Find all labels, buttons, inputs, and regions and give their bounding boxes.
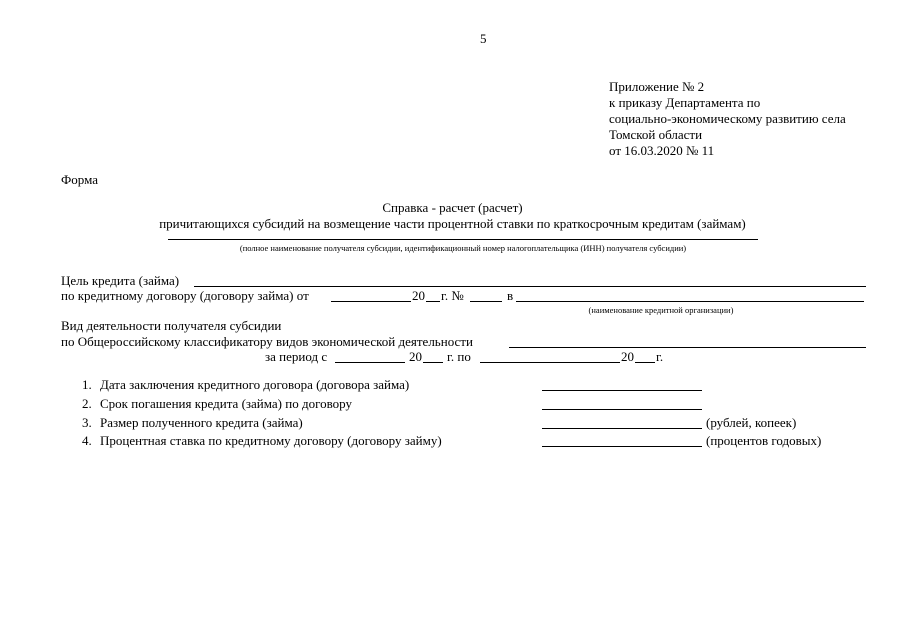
contract-year-prefix: 20	[412, 288, 425, 303]
appendix-line-5: от 16.03.2020 № 11	[609, 143, 715, 158]
item-3-unit: (рублей, копеек)	[706, 415, 797, 430]
item-1-num: 1.	[82, 377, 92, 392]
contract-number-line[interactable]	[470, 301, 502, 302]
item-2-text: Срок погашения кредита (займа) по договору	[100, 396, 352, 411]
period-mid-label: г. по	[447, 349, 471, 364]
contract-number-label: г. №	[441, 288, 464, 303]
period-label: за период с	[265, 349, 328, 364]
period-end-label: г.	[656, 349, 664, 364]
title-line-1: Справка - расчет (расчет)	[382, 200, 523, 215]
activity-line-1: Вид деятельности получателя субсидии	[61, 318, 282, 333]
appendix-line-3: социально-экономическому развитию села	[609, 111, 846, 126]
item-2-num: 2.	[82, 396, 92, 411]
title-line-2: причитающихся субсидий на возмещение части процентной ставки по краткосрочным кредитам (займам)	[159, 216, 746, 231]
item-3-num: 3.	[82, 415, 92, 430]
period-end-line[interactable]	[480, 362, 620, 363]
period-start-line[interactable]	[335, 362, 405, 363]
appendix-line-4: Томской области	[609, 127, 703, 142]
bank-caption: (наименование кредитной организации)	[588, 305, 734, 315]
item-4-num: 4.	[82, 433, 92, 448]
item-1-text: Дата заключения кредитного договора (договора займа)	[100, 377, 410, 392]
item-3-text: Размер полученного кредита (займа)	[100, 415, 303, 430]
appendix-line-2: к приказу Департамента по	[609, 95, 761, 110]
period-year1-prefix: 20	[409, 349, 422, 364]
credit-purpose-label: Цель кредита (займа)	[61, 273, 180, 288]
page-number: 5	[480, 31, 487, 46]
bank-in-label: в	[507, 288, 514, 303]
form-label: Форма	[61, 172, 98, 187]
recipient-caption: (полное наименование получателя субсидии, идентификационный номер налогоплательщика (ИНН) получателя субсидии)	[239, 243, 687, 253]
item-4-text: Процентная ставка по кредитному договору (договору займу)	[100, 433, 442, 448]
period-year1-line[interactable]	[423, 362, 443, 363]
activity-code-line[interactable]	[509, 347, 866, 348]
activity-line-2: по Общероссийскому классификатору видов экономической деятельности	[61, 334, 473, 349]
contract-year-line[interactable]	[426, 301, 440, 302]
period-year2-prefix: 20	[621, 349, 634, 364]
contract-label: по кредитному договору (договору займа) от	[61, 288, 309, 303]
appendix-line-1: Приложение № 2	[609, 79, 705, 94]
recipient-name-line	[168, 239, 758, 240]
item-4-value-line[interactable]	[542, 446, 702, 447]
item-4-unit: (процентов годовых)	[706, 433, 822, 448]
bank-name-line[interactable]	[516, 301, 864, 302]
item-1-value-line[interactable]	[542, 390, 702, 391]
period-year2-line[interactable]	[635, 362, 655, 363]
item-3-value-line[interactable]	[542, 428, 702, 429]
contract-date-line[interactable]	[331, 301, 411, 302]
item-2-value-line[interactable]	[542, 409, 702, 410]
credit-purpose-line[interactable]	[194, 286, 866, 287]
